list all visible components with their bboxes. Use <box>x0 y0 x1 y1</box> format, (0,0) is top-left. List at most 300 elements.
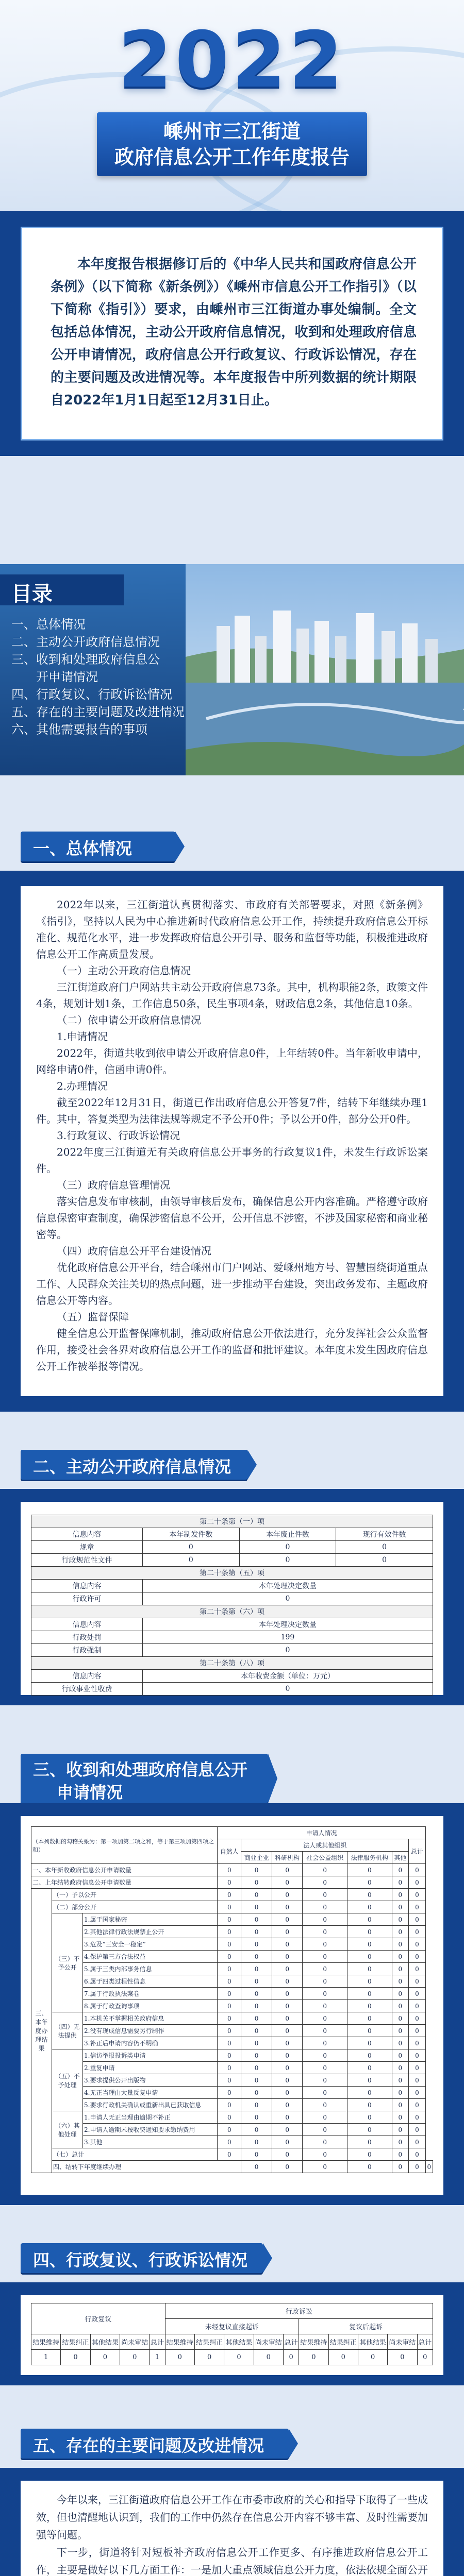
table-cell: 0 <box>409 1975 426 1988</box>
table-cell: 0 <box>392 1975 409 1988</box>
row-label: 四、结转下年度继续办理 <box>52 2161 241 2173</box>
s1-para: 优化政府信息公开平台，结合嵊州市门户网站、爱嵊州地方号、智慧围绕街道重点工作、人民群众关注关切的热点问题，进一步推动平台建设，突出政务发布、主题政府信息公开等内容。 <box>36 1261 428 1307</box>
table-cell: 0 <box>241 2062 272 2074</box>
review-header: 行政复议 <box>31 2303 165 2334</box>
table-cell: 0 <box>303 2037 347 2049</box>
table-header: 现行有效件数 <box>336 1528 433 1541</box>
section3-header: 三、收到和处理政府信息公开 申请情况 <box>0 1747 464 1803</box>
section4-header: 四、行政复议、行政诉讼情况 <box>0 2236 464 2277</box>
s1-para: 健全信息公开监督保障机制，推动政府信息公开依法进行，充分发挥社会公众监督作用，接受社会各界对政府信息公开工作的监督和批评建议。本年度未发生因政府信息公开工作被举报等情况。 <box>36 1327 428 1372</box>
table-row <box>31 2025 433 2037</box>
table-cell: 0 <box>142 1683 433 1696</box>
table-row <box>31 1889 433 1901</box>
table-cell: 0 <box>303 2062 347 2074</box>
table-cell: 0 <box>392 1926 409 1938</box>
table-cell: 0 <box>218 1876 241 1889</box>
table-cell: 0 <box>272 2111 303 2124</box>
table-cell: 0 <box>303 1901 347 1913</box>
table-cell: 0 <box>272 1963 303 1975</box>
column-header: 结果维持 <box>299 2334 328 2350</box>
table-cell: 0 <box>218 1926 241 1938</box>
table-cell: 0 <box>241 1913 272 1926</box>
row-label: 6.属于四类过程性信息 <box>83 1975 218 1988</box>
table-cell: 0 <box>241 2037 272 2049</box>
table-row <box>31 1951 433 1963</box>
table-cell: 0 <box>392 1889 409 1901</box>
table-cell: 0 <box>272 1876 303 1889</box>
sub-col: 科研机构 <box>272 1852 303 1864</box>
column-header: 总计 <box>283 2334 299 2350</box>
table-cell: 0 <box>392 2087 409 2099</box>
table-cell: 0 <box>241 2000 272 2012</box>
toc-item-3-cont[interactable]: 开申请情况 <box>36 670 98 684</box>
row-label: 2.没有现成信息需要另行制作 <box>83 2025 218 2037</box>
table-header: 信息内容 <box>31 1528 143 1541</box>
direct-header: 未经复议直接起诉 <box>165 2319 299 2334</box>
row-label: 5.属于三类内部事务信息 <box>83 1963 218 1975</box>
table-cell: 0 <box>90 2350 120 2365</box>
table-cell: 0 <box>347 2099 392 2111</box>
table-cell: 0 <box>218 1901 241 1913</box>
table-header: 本年废止件数 <box>239 1528 336 1541</box>
table-cell: 0 <box>328 2350 358 2365</box>
s1-para: （四）政府信息公开平台建设情况 <box>57 1245 211 1257</box>
table-cell: 0 <box>409 1963 426 1975</box>
column-header: 结果维持 <box>31 2334 61 2350</box>
group-label: （六）其他处理 <box>52 2111 83 2148</box>
table-cell: 0 <box>241 2161 272 2173</box>
table-cell: 0 <box>409 2062 426 2074</box>
table-cell: 0 <box>303 2124 347 2136</box>
table-cell: 0 <box>303 1975 347 1988</box>
table-cell: 0 <box>303 1988 347 2000</box>
table-cell: 0 <box>299 2350 328 2365</box>
col-natural: 自然人 <box>218 1839 241 1864</box>
table-cell: 0 <box>409 2074 426 2087</box>
table-cell: 0 <box>241 1864 272 1876</box>
column-header: 结果纠正 <box>328 2334 358 2350</box>
table-row <box>31 2049 433 2062</box>
table-cell: 0 <box>272 1975 303 1988</box>
toc-item-2[interactable]: 二、主动公开政府信息情况 <box>11 635 160 649</box>
row-label: 一、本年新收政府信息公开申请数量 <box>31 1864 218 1876</box>
table-cell: 0 <box>142 1644 433 1657</box>
table-header: 本年制发件数 <box>142 1528 239 1541</box>
row-label: 2.重复申请 <box>83 2062 218 2074</box>
table-cell: 0 <box>272 1901 303 1913</box>
toc-item-1[interactable]: 一、总体情况 <box>11 617 86 632</box>
toc-item-5[interactable]: 五、存在的主要问题及改进情况 <box>11 705 185 719</box>
table-row <box>31 1876 433 1889</box>
table-cell: 0 <box>392 1951 409 1963</box>
table-cell: 0 <box>417 2350 433 2365</box>
table-row <box>31 2111 433 2124</box>
row-label: 3.其他 <box>83 2136 218 2148</box>
section4-table <box>31 2303 433 2365</box>
table-cell: 0 <box>347 1975 392 1988</box>
table-cell: 1 <box>31 2350 61 2365</box>
toc-list <box>0 616 196 738</box>
table-row <box>31 2334 433 2350</box>
table-cell: 0 <box>142 1592 433 1605</box>
row-label: 3.要求提供公开出版物 <box>83 2074 218 2087</box>
table-cell: 0 <box>347 1889 392 1901</box>
section3-table <box>31 1826 433 2173</box>
table-cell: 0 <box>241 2049 272 2062</box>
column-header: 总计 <box>417 2334 433 2350</box>
block4-title: 第二十条第（八）项 <box>31 1657 433 1670</box>
table-cell: 0 <box>303 1864 347 1876</box>
table-cell: 0 <box>241 1901 272 1913</box>
table-cell: 0 <box>303 1913 347 1926</box>
report-title <box>0 112 464 176</box>
table-cell: 0 <box>218 2012 241 2025</box>
row-label: 4.无正当理由大量反复申请 <box>83 2087 218 2099</box>
city-skyline-image <box>186 564 464 775</box>
toc-item-3[interactable]: 三、收到和处理政府信息公 <box>11 652 160 667</box>
table-cell: 0 <box>241 1938 272 1951</box>
sub-col: 社会公益组织 <box>303 1852 347 1864</box>
row-label: 7.属于行政执法案卷 <box>83 1988 218 2000</box>
table-cell: 0 <box>303 1963 347 1975</box>
table-cell: 0 <box>272 2025 303 2037</box>
table-cell: 0 <box>303 2012 347 2025</box>
table-cell: 0 <box>241 1876 272 1889</box>
table-cell: 0 <box>272 2136 303 2148</box>
section2-table <box>31 1515 433 1696</box>
table-cell: 0 <box>239 1554 336 1567</box>
table-cell: 0 <box>392 1901 409 1913</box>
column-header: 其他结果 <box>224 2334 254 2350</box>
table-cell: 0 <box>409 2124 426 2136</box>
row-label: 4.保护第三方合法权益 <box>83 1951 218 1963</box>
intro-text: 本年度报告根据修订后的《中华人民共和国政府信息公开条例》（以下简称《新条例》）《嵊州市信息公开工作指引》（以下简称《指引》）要求，由嵊州市三江街道办事处编制。全文包括总体情况，主动公开政府信息情况，收到和处理政府信息公开申请情况，政府信息公开行政复议、行政诉讼情况，存在的主要问题及改进情况等。本年度报告中所列数据的统计期限自2022年1月1日起至12月31日止。 <box>51 257 417 408</box>
table-cell: 0 <box>218 1975 241 1988</box>
column-header: 其他结果 <box>358 2334 387 2350</box>
table-cell: 199 <box>142 1631 433 1644</box>
table-row <box>31 2074 433 2087</box>
table-cell: 0 <box>272 2148 303 2161</box>
table-cell: 0 <box>303 1926 347 1938</box>
table-cell: 0 <box>347 1963 392 1975</box>
table-cell: 0 <box>241 2148 272 2161</box>
s1-para: 1.申请情况 <box>57 1030 108 1043</box>
toc-heading: 目录 <box>0 574 124 605</box>
column-header: 尚未审结 <box>120 2334 150 2350</box>
table-cell: 0 <box>272 2099 303 2111</box>
table-cell: 0 <box>392 2012 409 2025</box>
table-cell: 0 <box>241 2124 272 2136</box>
table-cell: 0 <box>347 2111 392 2124</box>
group-label: （四）无法提供 <box>52 2012 83 2049</box>
table-cell: 0 <box>347 2074 392 2087</box>
table-cell: 0 <box>347 2037 392 2049</box>
table-cell: 0 <box>272 2087 303 2099</box>
table-cell: 0 <box>303 2025 347 2037</box>
table-cell: 0 <box>218 2000 241 2012</box>
table-cell: 0 <box>218 1864 241 1876</box>
table-cell: 0 <box>218 1951 241 1963</box>
table-cell: 0 <box>409 2099 426 2111</box>
table-cell: 0 <box>392 1963 409 1975</box>
toc-item-6[interactable]: 六、其他需要报告的事项 <box>11 722 147 737</box>
table-header: 信息内容 <box>31 1580 143 1592</box>
table-cell: 0 <box>241 2087 272 2099</box>
table-cell: 行政处罚 <box>31 1631 143 1644</box>
table-cell: 0 <box>347 1901 392 1913</box>
column-header: 总计 <box>150 2334 165 2350</box>
table-cell: 0 <box>392 1876 409 1889</box>
table-cell: 0 <box>218 2074 241 2087</box>
table-cell: 0 <box>218 2099 241 2111</box>
table-cell: 0 <box>218 2148 241 2161</box>
table-cell: 0 <box>409 1901 426 1913</box>
table-cell: 0 <box>409 2161 426 2173</box>
s1-para: 落实信息发布审核制，由领导审核后发布，确保信息公开内容准确。严格遵守政府信息保密审查制度，确保涉密信息不公开，公开信息不涉密，不涉及国家秘密和商业秘密等。 <box>36 1195 428 1241</box>
table-cell: 0 <box>347 1913 392 1926</box>
table-cell: 0 <box>409 1988 426 2000</box>
table-row <box>31 1963 433 1975</box>
table-cell: 0 <box>392 2025 409 2037</box>
row-label: 8.属于行政查询事项 <box>83 2000 218 2012</box>
table-cell: 0 <box>392 2037 409 2049</box>
table-cell: 0 <box>272 2000 303 2012</box>
table-cell: 0 <box>347 1864 392 1876</box>
table-cell: 0 <box>303 1876 347 1889</box>
table-cell: 0 <box>347 2062 392 2074</box>
table-cell: 0 <box>347 1951 392 1963</box>
table-cell: 0 <box>218 2049 241 2062</box>
table-header: 本年处理决定数量 <box>142 1618 433 1631</box>
table-cell: 0 <box>272 1926 303 1938</box>
row-label: 5.要求行政机关确认或重新出具已获取信息 <box>83 2099 218 2111</box>
table-cell: 0 <box>142 1541 239 1554</box>
table-cell: 0 <box>224 2350 254 2365</box>
group-label: （五）不予处理 <box>52 2049 83 2111</box>
table-cell: 0 <box>409 1951 426 1963</box>
table-cell: 0 <box>218 2037 241 2049</box>
column-header: 结果纠正 <box>61 2334 90 2350</box>
table-row <box>31 2148 433 2161</box>
table-cell: 0 <box>241 1951 272 1963</box>
table-row <box>31 2136 433 2148</box>
table-cell: 0 <box>272 2049 303 2062</box>
table-cell: 0 <box>272 1889 303 1901</box>
row-label: 1.申请人无正当理由逾期不补正 <box>83 2111 218 2124</box>
table-cell: 0 <box>303 2074 347 2087</box>
table-cell: 0 <box>392 1913 409 1926</box>
table-cell: 0 <box>241 2111 272 2124</box>
toc-item-4[interactable]: 四、行政复议、行政诉讼情况 <box>11 687 172 702</box>
column-header: 尚未审结 <box>388 2334 417 2350</box>
hero-banner <box>0 0 464 211</box>
table-cell: 0 <box>218 1938 241 1951</box>
table-cell: 0 <box>392 2124 409 2136</box>
report-year: 2022 <box>118 15 346 105</box>
table-cell: 0 <box>120 2350 150 2365</box>
table-cell: 0 <box>303 1889 347 1901</box>
table-cell: 0 <box>347 1988 392 2000</box>
table-row <box>31 2012 433 2025</box>
row-label: 1.信访举报投诉类申请 <box>83 2049 218 2062</box>
section1-text <box>36 896 428 1375</box>
table-cell: 0 <box>272 2124 303 2136</box>
s1-para: 2022年以来，三江街道认真贯彻落实、市政府有关部署要求，对照《新条例》《指引》，坚持以人民为中心推进新时代政府信息公开工作，持续提升政府信息公开标准化、规范化水平，进一步发挥政府信息公开引导、服务和监督等功能，积极推进政府信息公开工作高质量发展。 <box>36 899 428 960</box>
group-header: 申请人情况 <box>218 1827 426 1839</box>
col-total: 总计 <box>409 1839 426 1864</box>
table-cell: 0 <box>241 2136 272 2148</box>
col-legal: 法人或其他组织 <box>241 1839 409 1852</box>
table-cell: 0 <box>241 2099 272 2111</box>
row-label: 三、本年度办理结果 <box>31 1889 52 2173</box>
section2-header: 二、主动公开政府信息情况 <box>0 1443 464 1484</box>
table-cell: 0 <box>272 1913 303 1926</box>
table-cell: 0 <box>303 2000 347 2012</box>
block2-title: 第二十条第（五）项 <box>31 1567 433 1580</box>
table-row <box>31 2037 433 2049</box>
table-cell: 0 <box>218 1963 241 1975</box>
table-cell: 0 <box>409 2148 426 2161</box>
s1-para: （三）政府信息管理情况 <box>57 1179 170 1191</box>
table-cell: 0 <box>392 2161 409 2173</box>
table-cell: 行政规范性文件 <box>31 1554 143 1567</box>
table-cell: 0 <box>409 1864 426 1876</box>
table-cell: 0 <box>347 2000 392 2012</box>
table-cell: 0 <box>272 2074 303 2087</box>
table-cell: 0 <box>392 2074 409 2087</box>
s1-para: 三江街道政府门户网站共主动公开政府信息73条。其中，机构职能2条，政策文件4条，规划计划1条，工作信息50条，民生事项4条，财政信息2条，其他信息10条。 <box>36 981 428 1010</box>
row-label: （二）部分公开 <box>52 1901 218 1913</box>
table-header: 本年处理决定数量 <box>142 1580 433 1592</box>
section5-header: 五、存在的主要问题及改进情况 <box>0 2421 464 2463</box>
table-cell: 规章 <box>31 1541 143 1554</box>
table-row <box>31 1975 433 1988</box>
litigation-header: 行政诉讼 <box>165 2303 433 2319</box>
table-cell: 0 <box>392 2099 409 2111</box>
table-cell: 0 <box>272 1988 303 2000</box>
table-row <box>31 2000 433 2012</box>
table-cell: 0 <box>409 1926 426 1938</box>
table-cell: 0 <box>392 2049 409 2062</box>
table-cell: 0 <box>303 2111 347 2124</box>
s1-para: 截至2022年12月31日，街道已作出政府信息公开答复7件，结转下年继续办理1件。其中，答复类型为法律法规等规定不予公开0件；予以公开0件，部分公开0件。 <box>36 1096 428 1125</box>
table-cell: 0 <box>218 2124 241 2136</box>
table-cell: 0 <box>303 2049 347 2062</box>
table-cell: 0 <box>142 1554 239 1567</box>
table-cell: 0 <box>218 2111 241 2124</box>
intro-section <box>0 211 464 456</box>
table-cell: 行政事业性收费 <box>31 1683 143 1696</box>
table-cell: 0 <box>409 1938 426 1951</box>
table-cell: 0 <box>218 1889 241 1901</box>
table-cell: 0 <box>241 1926 272 1938</box>
table-cell: 0 <box>241 1988 272 2000</box>
column-header: 其他结果 <box>90 2334 120 2350</box>
table-cell: 0 <box>409 1913 426 1926</box>
table-of-contents <box>0 564 464 775</box>
s1-para: 2022年，街道共收到依申请公开政府信息0件，上年结转0件。当年新收申请中，网络申请0件，信函申请0件。 <box>36 1047 428 1076</box>
table-cell: 0 <box>392 2136 409 2148</box>
s1-para: 2.办理情况 <box>57 1080 108 1092</box>
corner-note: （本列数据的勾稽关系为：第一项加第二项之和，等于第三项加第四项之和） <box>31 1827 218 1864</box>
block3-title: 第二十条第（六）项 <box>31 1605 433 1618</box>
table-cell: 0 <box>347 2087 392 2099</box>
table-cell: 0 <box>409 2136 426 2148</box>
table-cell: 0 <box>388 2350 417 2365</box>
section1-header: 一、总体情况 <box>0 824 464 866</box>
table-cell: 0 <box>347 2025 392 2037</box>
table-row <box>31 1901 433 1913</box>
table-cell: 0 <box>392 1938 409 1951</box>
table-cell: 0 <box>283 2350 299 2365</box>
table-row <box>31 1926 433 1938</box>
table-cell: 0 <box>272 1864 303 1876</box>
sub-col: 法律服务机构 <box>347 1852 392 1864</box>
table-cell: 0 <box>409 2049 426 2062</box>
s5-para: 下一步，街道将针对短板补齐政府信息公开工作更多、有序推进政府信息公开工作，主要是做好以下几方面工作：一是加大重点领域信息公开力度，依法依规全面公开 <box>36 2546 428 2576</box>
table-cell: 0 <box>272 1951 303 1963</box>
table-cell: 0 <box>239 1541 336 1554</box>
table-cell: 0 <box>241 1963 272 1975</box>
table-cell: 0 <box>303 2148 347 2161</box>
table-row <box>31 1864 433 1876</box>
table-header: 信息内容 <box>31 1670 143 1683</box>
table-cell: 0 <box>241 1889 272 1901</box>
table-cell: 0 <box>272 2161 303 2173</box>
report-title-line1: 嵊州市三江街道 <box>163 120 301 143</box>
table-cell: 0 <box>303 2099 347 2111</box>
table-cell: 0 <box>347 2148 392 2161</box>
table-cell: 0 <box>254 2350 283 2365</box>
column-header: 尚未审结 <box>254 2334 283 2350</box>
row-label: 3.危及“三安全一稳定” <box>83 1938 218 1951</box>
table-cell: 0 <box>392 2062 409 2074</box>
s1-para: 2022年度三江街道无有关政府信息公开事务的行政复议1件，未发生行政诉讼案件。 <box>36 1146 428 1175</box>
table-cell: 0 <box>347 1938 392 1951</box>
table-cell: 0 <box>409 2025 426 2037</box>
table-cell: 0 <box>272 2062 303 2074</box>
table-cell: 1 <box>150 2350 165 2365</box>
table-cell: 0 <box>303 2136 347 2148</box>
table-row <box>31 2161 433 2173</box>
table-cell: 0 <box>241 1975 272 1988</box>
table-cell: 0 <box>425 2161 433 2173</box>
table-cell: 0 <box>347 1876 392 1889</box>
s5-para: 今年以来，三江街道政府信息公开工作在市委市政府的关心和指导下取得了一些成效，但也清醒地认识到，我们的工作中仍然存在信息公开内容不够丰富、及时性需要加强等问题。 <box>36 2494 428 2541</box>
table-cell: 0 <box>303 2087 347 2099</box>
table-cell: 0 <box>392 1864 409 1876</box>
table-cell: 0 <box>336 1554 433 1567</box>
table-cell: 0 <box>392 1988 409 2000</box>
table-cell: 0 <box>218 1913 241 1926</box>
group-label: （三）不予公开 <box>52 1913 83 2012</box>
column-header: 结果维持 <box>165 2334 194 2350</box>
table-row <box>31 2087 433 2099</box>
row-label: 3.补正后申请内容仍不明确 <box>83 2037 218 2049</box>
sub-col: 其他 <box>392 1852 409 1864</box>
table-cell: 0 <box>409 1889 426 1901</box>
table-cell: 0 <box>218 2136 241 2148</box>
sub-col: 商业企业 <box>241 1852 272 1864</box>
table-cell: 0 <box>347 2124 392 2136</box>
table-row <box>31 1938 433 1951</box>
table-cell: 0 <box>272 2037 303 2049</box>
row-label: 1.本机关不掌握相关政府信息 <box>83 2012 218 2025</box>
table-cell: 0 <box>272 2012 303 2025</box>
table-cell: 0 <box>347 2136 392 2148</box>
table-cell: 0 <box>241 2025 272 2037</box>
table-cell: 0 <box>336 1541 433 1554</box>
